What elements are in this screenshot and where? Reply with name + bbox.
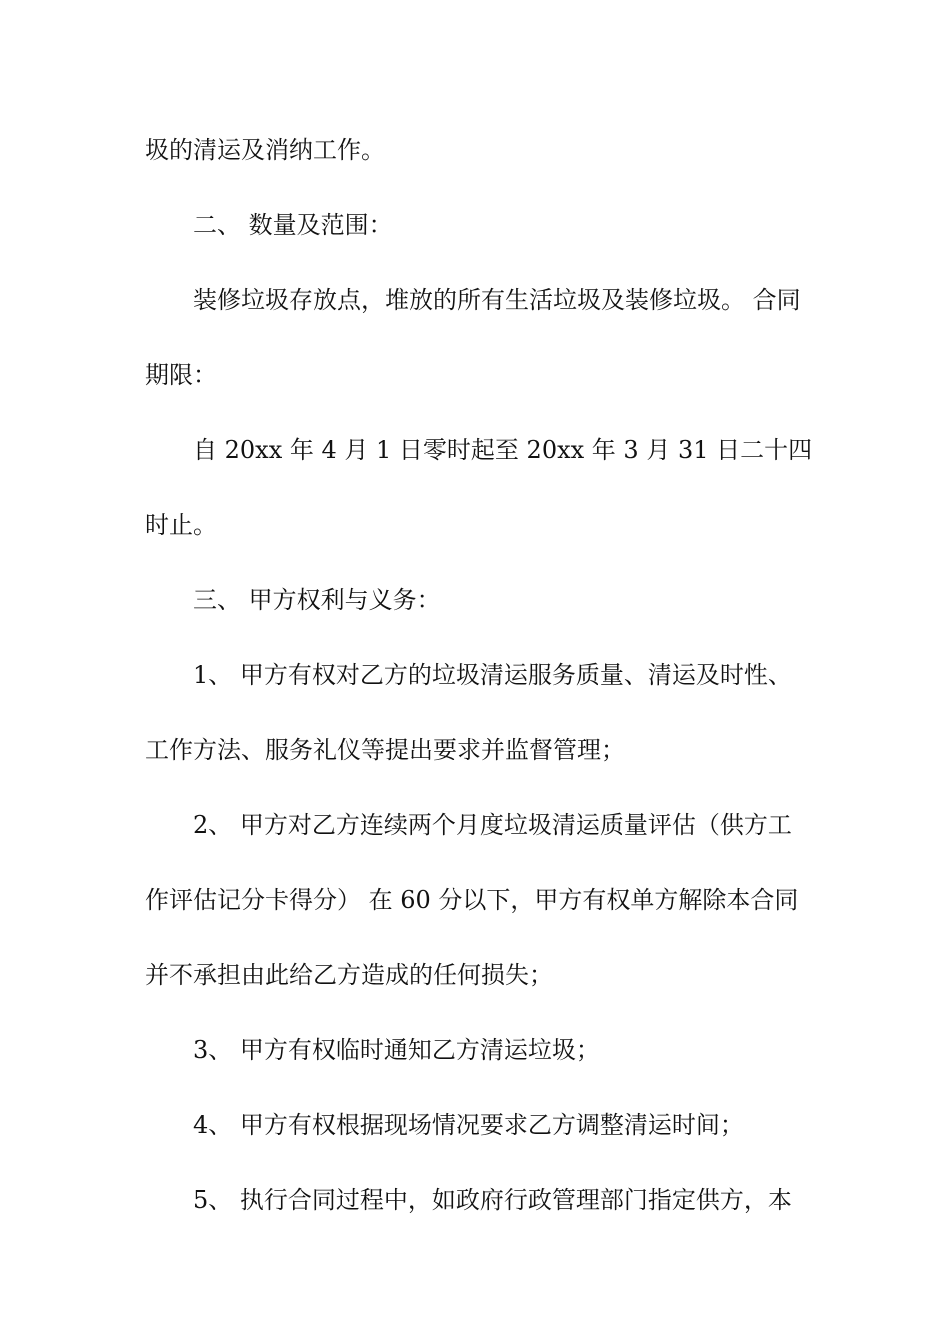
text-line: 作评估记分卡得分） 在 60 分以下，甲方有权单方解除本合同 bbox=[145, 886, 799, 914]
section-heading: 三、 甲方权利与义务： bbox=[193, 586, 441, 614]
text-line: 并不承担由此给乙方造成的任何损失； bbox=[145, 961, 553, 989]
text-line: 期限： bbox=[145, 361, 217, 389]
list-item-2: 2、 甲方对乙方连续两个月度垃圾清运质量评估（供方工 bbox=[193, 811, 792, 839]
text-line: 工作方法、服务礼仪等提出要求并监督管理； bbox=[145, 736, 625, 764]
text-line: 时止。 bbox=[145, 511, 217, 539]
list-item-5: 5、 执行合同过程中，如政府行政管理部门指定供方，本 bbox=[193, 1186, 792, 1214]
text-line: 装修垃圾存放点，堆放的所有生活垃圾及装修垃圾。 合同 bbox=[193, 286, 801, 314]
text-line: 自 20xx 年 4 月 1 日零时起至 20xx 年 3 月 31 日二十四 bbox=[193, 436, 813, 464]
text-line: 圾的清运及消纳工作。 bbox=[145, 136, 385, 164]
section-heading: 二、 数量及范围： bbox=[193, 211, 393, 239]
list-item-1: 1、 甲方有权对乙方的垃圾清运服务质量、清运及时性、 bbox=[193, 661, 792, 689]
list-item-3: 3、 甲方有权临时通知乙方清运垃圾； bbox=[193, 1036, 600, 1064]
list-item-4: 4、 甲方有权根据现场情况要求乙方调整清运时间； bbox=[193, 1111, 744, 1139]
